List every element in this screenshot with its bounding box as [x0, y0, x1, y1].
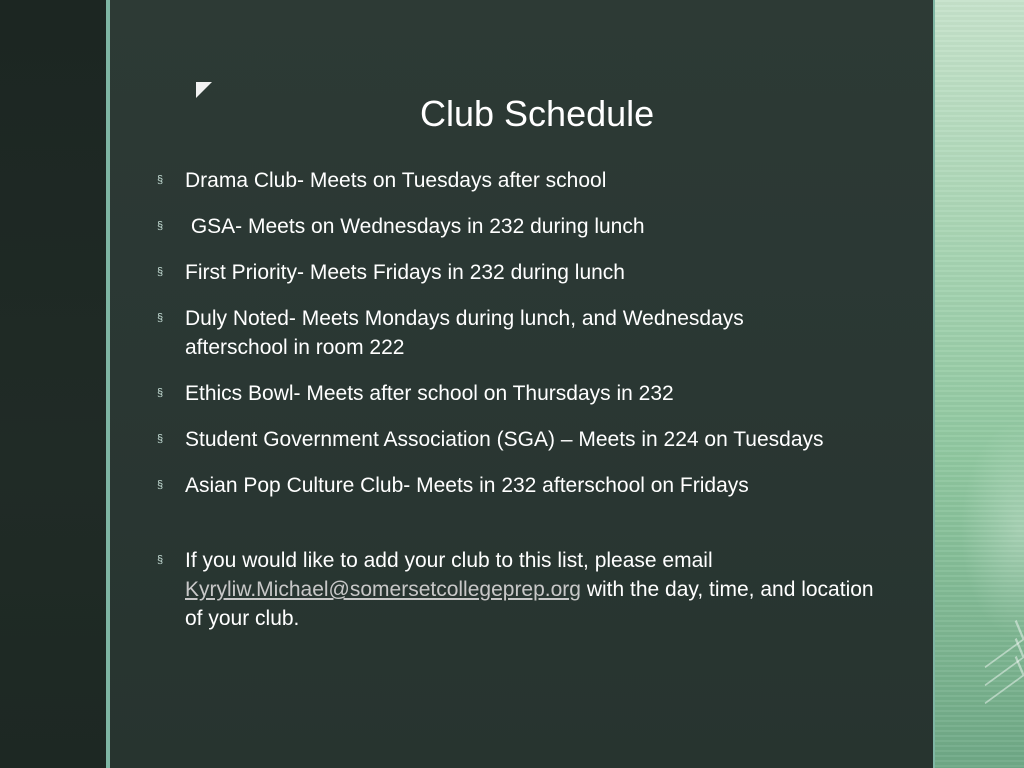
list-item-text: First Priority- Meets Fridays in 232 during lunch: [185, 261, 625, 284]
list-item-text: GSA- Meets on Wednesdays in 232 during lunch: [185, 215, 645, 238]
section-sign-icon: §: [157, 220, 164, 232]
slide-title: Club Schedule: [420, 93, 655, 134]
list-item: [157, 258, 897, 287]
list-item: [157, 379, 897, 408]
left-dark-strip: [0, 0, 106, 768]
list-item-text: Ethics Bowl- Meets after school on Thursdays in 232: [185, 382, 674, 405]
list-item-text: Drama Club- Meets on Tuesdays after school: [185, 169, 607, 192]
list-item: [157, 166, 897, 195]
corner-triangle-icon: [196, 82, 212, 98]
section-sign-icon: §: [157, 387, 164, 399]
list-item: [157, 546, 895, 633]
list-item: [157, 212, 897, 241]
list-item-text: Duly Noted- Meets Mondays during lunch, and Wednesdays afterschool in room 222: [185, 307, 744, 359]
list-item-text: with the day, time, and location of your club.: [185, 578, 874, 630]
list-item-text: If you would like to add your club to this list, please email: [185, 549, 713, 572]
list-item-text: Student Government Association (SGA) – Meets in 224 on Tuesdays: [185, 428, 824, 451]
section-sign-icon: §: [157, 312, 164, 324]
section-sign-icon: §: [157, 174, 164, 186]
club-list: [157, 166, 897, 633]
right-decorative-band: [935, 0, 1024, 768]
list-item: [157, 425, 825, 454]
section-sign-icon: §: [157, 554, 164, 566]
list-item: [157, 304, 835, 362]
list-item: [157, 471, 897, 500]
section-sign-icon: §: [157, 266, 164, 278]
section-sign-icon: §: [157, 433, 164, 445]
list-item-text: Asian Pop Culture Club- Meets in 232 afterschool on Fridays: [185, 474, 749, 497]
section-sign-icon: §: [157, 479, 164, 491]
email-link[interactable]: Kyryliw.Michael@somersetcollegeprep.org: [185, 578, 581, 601]
